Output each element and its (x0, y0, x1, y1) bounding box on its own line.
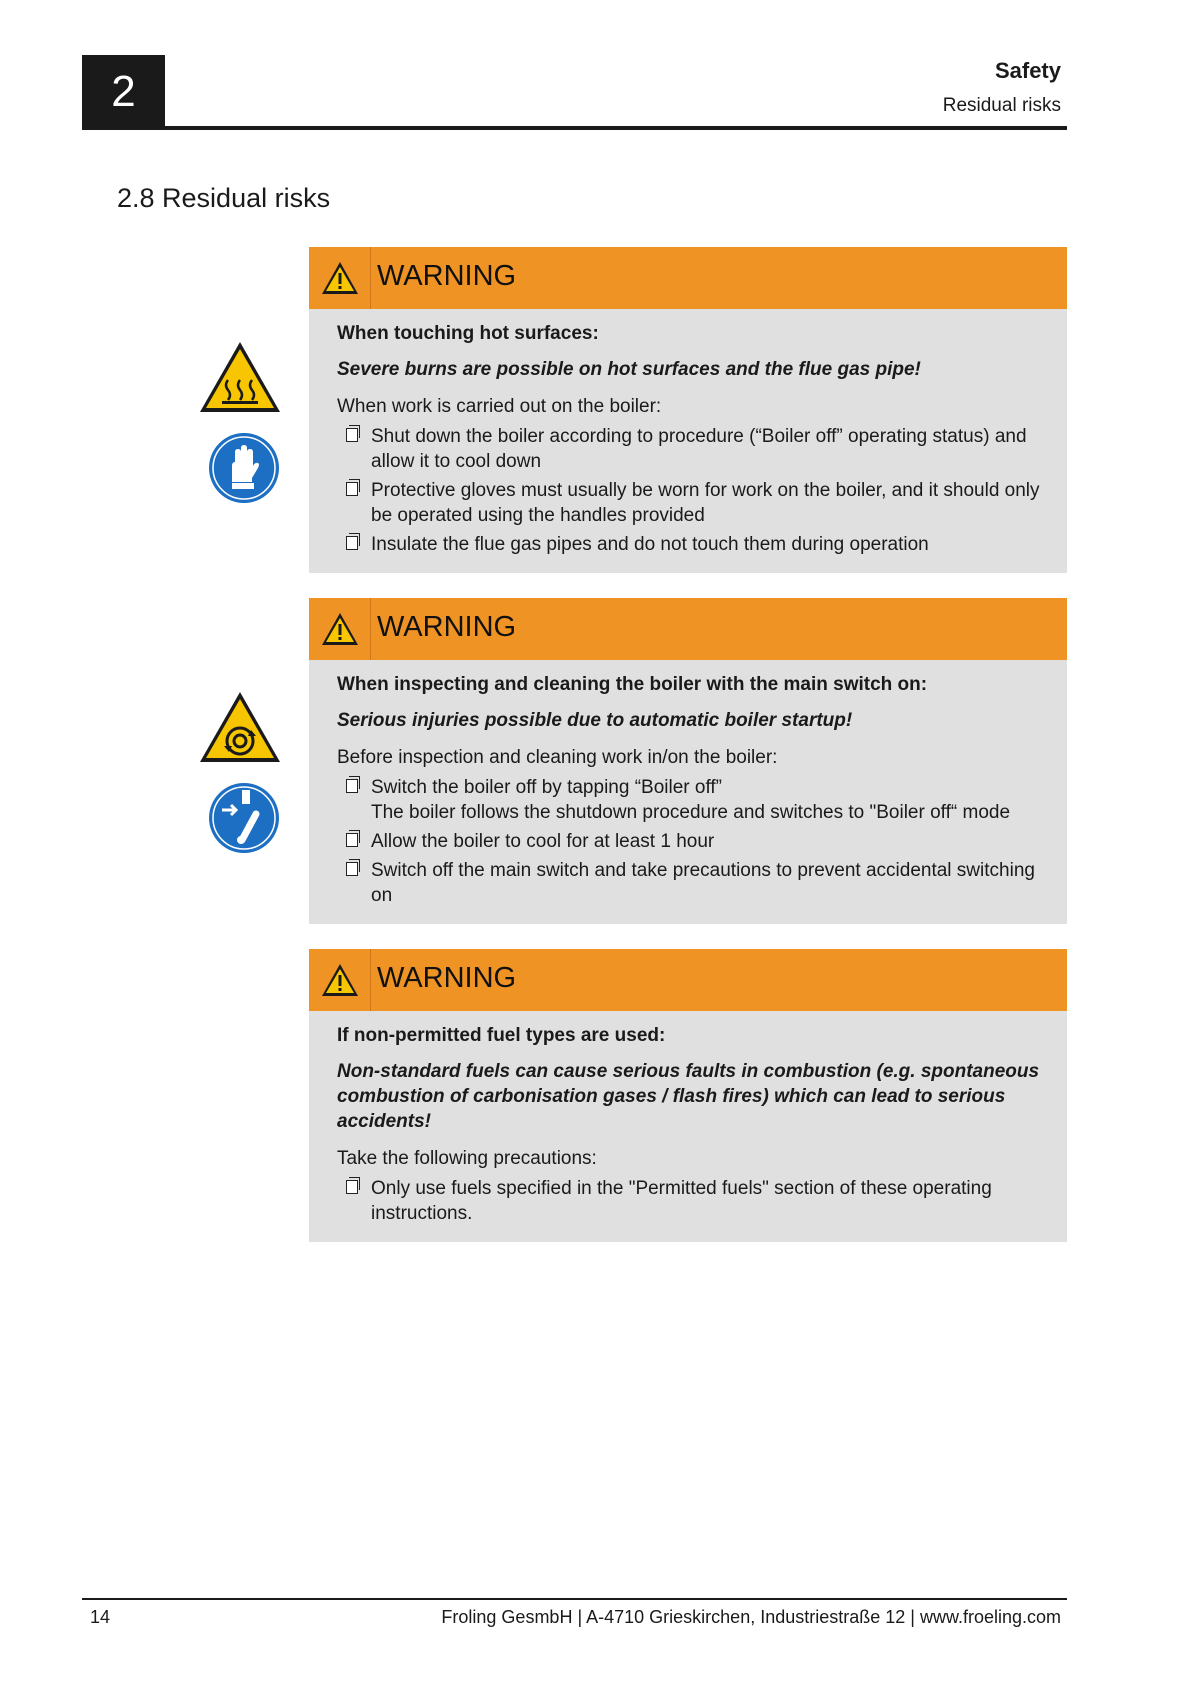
warning-header (309, 247, 1067, 309)
warning-label: WARNING (377, 260, 517, 292)
header-title: Safety (994, 58, 1061, 83)
checkbox-bullet-icon (346, 428, 358, 442)
warning-heading: When inspecting and cleaning the boiler with the main switch on: (337, 674, 928, 695)
warning-heading: If non-permitted fuel types are used: (337, 1025, 666, 1046)
list-item: Switch the boiler off by tapping “Boiler off” The boiler follows the shutdown procedure and switches to "Boiler off“ mode (337, 775, 1055, 825)
warning-header (309, 949, 1067, 1011)
checkbox-bullet-icon (346, 862, 358, 876)
footer-rule (82, 1598, 1067, 1600)
wear-gloves-icon (208, 432, 280, 504)
warning-heading: When touching hot surfaces: (337, 323, 599, 344)
checkbox-bullet-icon (346, 536, 358, 550)
warning-triangle-icon (321, 261, 359, 295)
header-rule (82, 126, 1067, 130)
checkbox-bullet-icon (346, 833, 358, 847)
warning-intro: Take the following precautions: (337, 1148, 597, 1169)
warning-non-permitted-fuels (309, 949, 1067, 1242)
section-title: 2.8 Residual risks (117, 183, 331, 213)
list-item: Switch off the main switch and take precautions to prevent accidental switching on (337, 858, 1055, 908)
warning-hot-surfaces (309, 247, 1067, 573)
warning-intro: When work is carried out on the boiler: (337, 396, 662, 417)
header-subtitle: Residual risks (942, 95, 1061, 116)
warning-header (309, 598, 1067, 660)
footer-company: Froling GesmbH | A-4710 Grieskirchen, Industriestraße 12 | www.froeling.com (441, 1607, 1061, 1627)
list-item: Only use fuels specified in the "Permitted fuels" section of these operating instructions. (337, 1176, 1055, 1226)
warning-risk: Serious injuries possible due to automatic boiler startup! (337, 710, 853, 731)
checkbox-bullet-icon (346, 482, 358, 496)
list-item: Allow the boiler to cool for at least 1 hour (337, 829, 1055, 854)
warning-triangle-icon (321, 612, 359, 646)
page-number: 14 (90, 1607, 111, 1627)
warning-intro: Before inspection and cleaning work in/on the boiler: (337, 747, 778, 768)
warning-label: WARNING (377, 962, 517, 994)
disconnect-before-maintenance-icon (208, 782, 280, 854)
warning-label: WARNING (377, 611, 517, 643)
list-item: Shut down the boiler according to procedure (“Boiler off” operating status) and allow it to cool down (337, 424, 1055, 474)
checkbox-bullet-icon (346, 779, 358, 793)
warning-risk: Non-standard fuels can cause serious faults in combustion (e.g. spontaneous combustion of carbonisation gases / flash fires) which can lead to serious accidents! (337, 1061, 1040, 1132)
chapter-number: 2 (82, 55, 165, 129)
hot-surface-warning-icon (198, 340, 282, 414)
warning-triangle-icon (321, 963, 359, 997)
list-item: Protective gloves must usually be worn for work on the boiler, and it should only be operated using the handles provided (337, 478, 1055, 528)
automatic-start-warning-icon (198, 690, 282, 764)
list-item: Insulate the flue gas pipes and do not touch them during operation (337, 532, 1055, 557)
warning-automatic-startup (309, 598, 1067, 924)
checkbox-bullet-icon (346, 1180, 358, 1194)
warning-risk: Severe burns are possible on hot surfaces and the flue gas pipe! (337, 359, 921, 380)
